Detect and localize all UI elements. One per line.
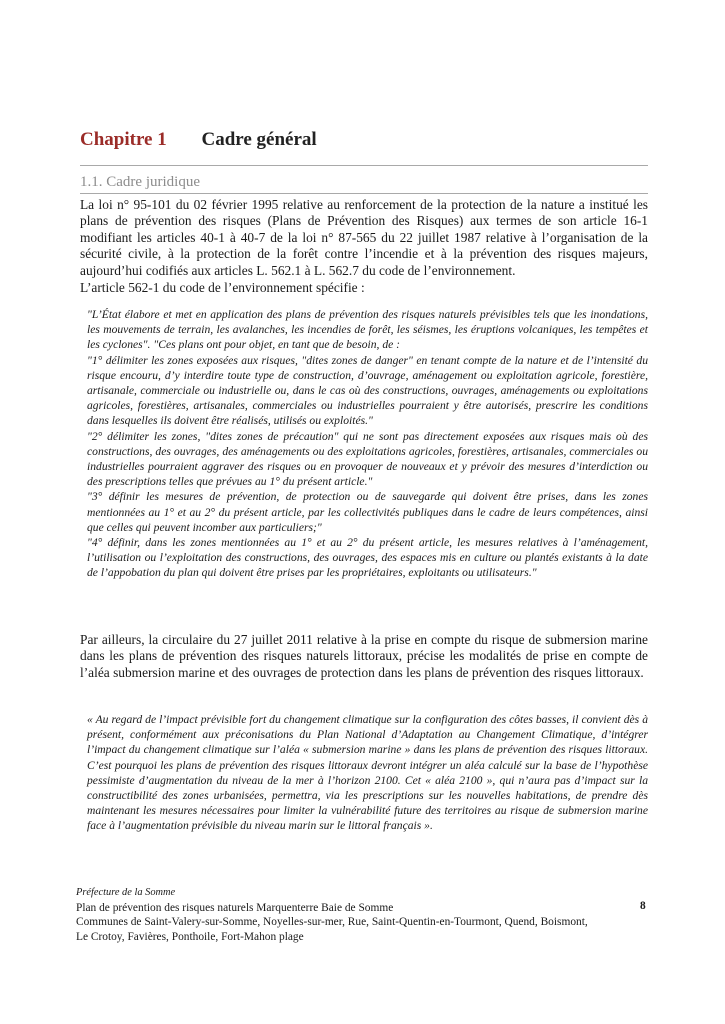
intro-paragraph: La loi n° 95-101 du 02 février 1995 relative au renforcement de la protection de la nature a institué les plans de prévention des risques (Plans de Prévention des Risques) aux termes de son article 16-1 modifiant les articles 40-1 à 40-7 de la loi n° 87-565 du 22 juillet 1987 relative à l’organisation de la sécurité civile, à la protection de la forêt contre l’incendie et à la prévention des risques majeurs, aujourd’hui codifiés aux articles L. 562.1 à L. 562.7 du code de l’environnement. — [80, 197, 648, 278]
section-rule-top — [80, 165, 648, 166]
footer-plan-name: Plan de prévention des risques naturels Marquenterre Baie de Somme — [76, 901, 394, 914]
chapter-number: Chapitre 1 — [80, 129, 167, 150]
footer-communes-line1: Communes de Saint-Valery-sur-Somme, Noyelles-sur-mer, Rue, Saint-Quentin-en-Tourmont, Quend, Boismont, — [76, 916, 588, 929]
quote-paragraph: "1° délimiter les zones exposées aux risques, "dites zones de danger" en tenant compte de la nature et de l’intensité du risque encouru, d’y interdire toute type de construction, d’ouvrage, aménagement ou exploitation agricole, forestière, artisanale, commerciale ou industrielle ou, dans le cas où des constructions, ouvrages, aménagements ou exploitations agricoles, forestières, artisanales, commerciales ou industrielles pourraient y être autorisés, prescrire les conditions dans lesquelles ils doivent être réalisés, utilisés ou exploités." — [87, 353, 648, 428]
second-paragraph: Par ailleurs, la circulaire du 27 juillet 2011 relative à la prise en compte du risque de submersion marine dans les plans de prévention des risques naturels littoraux, précise les modalités de prise en compte de l’aléa submersion marine et des ouvrages de protection dans les plans de prévention des risques littoraux. — [80, 632, 648, 680]
legal-quote-article — [87, 307, 648, 581]
circular-quote: « Au regard de l’impact prévisible fort du changement climatique sur la configuration des côtes basses, il convient dès à présent, conformément aux préconisations du Plan National d’Adaptation au Changement Climatique, d’intégrer l’impact du changement climatique sur l’aléa « submersion marine » dans les plans de prévention des risques littoraux. C’est pourquoi les plans de prévention des risques littoraux devront intégrer un aléa calculé sur la base de l’hypothèse pessimiste d’augmentation du niveau de la mer à l’horizon 2100. Cet « aléa 2100 », qui n’aura pas d’impact sur la constructibilité des zones urbanisées, permettra, via les prescriptions sur les nouvelles habitations, de prendre dès maintenant les mesures nécessaires pour limiter la vulnérabilité future des territoires au risque de submersion marine face à l’augmentation prévisible du niveau marin sur le littoral français ». — [87, 713, 648, 833]
intro-last-line: L’article 562-1 du code de l’environnement spécifie : — [80, 280, 365, 295]
quote-paragraph: "3° définir les mesures de prévention, de protection ou de sauvegarde qui doivent être prises, dans les zones mentionnées au 1° et au 2° du présent article, par les collectivités publiques dans le cadre de leurs compétences, ainsi que celles qui peuvent incomber aux particuliers;" — [87, 490, 648, 534]
page-footer — [76, 886, 656, 944]
quote-paragraph: "4° définir, dans les zones mentionnées au 1° et au 2° du présent article, les mesures relatives à l’aménagement, l’utilisation ou l’exploitation des constructions, des ouvrages, des espaces mis en culture ou plantés existants à la date de l’appobation du plan qui doivent être prises par les propriétaires, exploitants ou utilisateurs." — [87, 536, 648, 580]
section-rule-bottom — [80, 193, 648, 194]
chapter-title: Cadre général — [201, 129, 317, 150]
footer-communes-line2: Le Crotoy, Favières, Ponthoile, Fort-Mahon plage — [76, 930, 304, 943]
chapter-heading — [80, 128, 650, 152]
quote-paragraph: "2° délimiter les zones, "dites zones de précaution" qui ne sont pas directement exposées aux risques mais où des constructions, des ouvrages, des aménagements ou des exploitations agricoles, forestières, artisanales, commerciales ou industrielles pourraient aggraver des risques ou en provoquer de nouveaux et y prévoir des mesures d’interdiction ou des prescriptions telles que prévues au 1° du présent article." — [87, 429, 648, 489]
section-title: 1.1. Cadre juridique — [80, 174, 200, 190]
quote-paragraph: "L’État élabore et met en application des plans de prévention des risques naturels prévisibles tels que les inondations, les mouvements de terrain, les avalanches, les incendies de forêt, les séismes, les éruptions volcaniques, les tempêtes et les cyclones". "Ces plans ont pour objet, en tant que de besoin, de : — [87, 308, 648, 352]
page-number: 8 — [640, 900, 646, 912]
footer-organization: Préfecture de la Somme — [76, 887, 176, 898]
